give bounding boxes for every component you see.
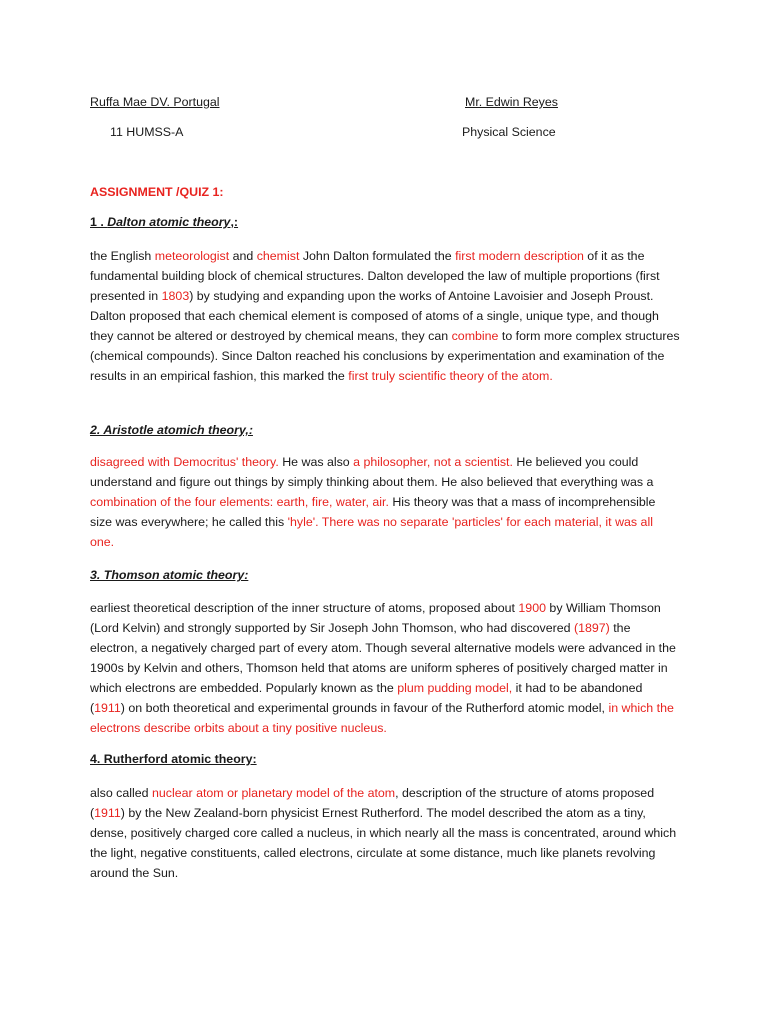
- body-text: by William Thomson (Lord Kelvin) and strongly supported by Sir Joseph John Thomson, who had discovered: [90, 601, 661, 635]
- highlighted-text: in which the electrons describe orbits about a tiny positive nucleus.: [90, 701, 674, 735]
- highlighted-text: disagreed with Democritus' theory.: [90, 455, 279, 469]
- highlighted-text: combination of the four elements: earth, fire, water, air.: [90, 495, 389, 509]
- section-3-heading: 3. Thomson atomic theory:: [90, 568, 249, 582]
- student-name: Ruffa Mae DV. Portugal: [90, 95, 220, 109]
- section-1-heading-prefix: 1 .: [90, 215, 108, 229]
- section-2-body: [90, 452, 680, 552]
- highlighted-text: plum pudding model,: [397, 681, 513, 695]
- highlighted-text: 1900: [518, 601, 546, 615]
- section-1-body: [90, 246, 680, 386]
- body-text: the English: [90, 249, 155, 263]
- highlighted-text: a philosopher, not a scientist.: [353, 455, 513, 469]
- body-text: the electron, a negatively charged part of every atom. Though several alternative models were advanced in the 1900s by Kelvin and others, Thomson held that atoms are uniform spheres of positively charged matter in which electrons are embedded. Popularly known as the: [90, 621, 676, 695]
- highlighted-text: 1803: [161, 289, 190, 303]
- assignment-title: ASSIGNMENT /QUIZ 1:: [90, 185, 224, 199]
- body-text: , description of the structure of atoms proposed (: [90, 786, 655, 820]
- body-text: ) by the New Zealand-born physicist Ernest Rutherford. The model described the atom as a tiny, dense, positively charged core called a nucleus, in which nearly all the mass is concentrated, around which the light, negative constituents, called electrons, circulate at some distance, much like planets revolving around the Sun.: [90, 806, 677, 880]
- section-1-heading-main: Dalton atomic theory: [107, 215, 231, 229]
- subject-name: Physical Science: [462, 125, 556, 139]
- highlighted-text: chemist: [256, 249, 300, 263]
- body-text: He believed you could understand and figure out things by simply thinking about them. He also believed that everything was a: [90, 455, 654, 489]
- highlighted-text: first modern description: [455, 249, 584, 263]
- body-text: ) on both theoretical and experimental grounds in favour of the Rutherford atomic model,: [120, 701, 609, 715]
- highlighted-text: combine: [451, 329, 499, 343]
- body-text: and: [229, 249, 257, 263]
- highlighted-text: 'hyle'. There was no separate 'particles' for each material, it was all one.: [90, 515, 653, 549]
- section-1-heading-suffix: ,:: [230, 215, 239, 229]
- highlighted-text: (1897): [573, 621, 610, 635]
- body-text: ) by studying and expanding upon the works of Antoine Lavoisier and Joseph Proust. Dalton proposed that each chemical element is composed of atoms of a single, unique type, and though they cannot be altered or destroyed by chemical means, they can: [90, 289, 659, 343]
- section-1-heading: [90, 215, 238, 229]
- highlighted-text: first truly scientific theory of the atom.: [348, 369, 553, 383]
- section-4-heading: 4. Rutherford atomic theory:: [90, 752, 257, 766]
- highlighted-text: nuclear atom or planetary model of the atom: [152, 786, 396, 800]
- body-text: it had to be abandoned (: [90, 681, 643, 715]
- student-section: 11 HUMSS-A: [110, 125, 184, 139]
- section-2-heading: 2. Aristotle atomich theory,:: [90, 423, 253, 437]
- body-text: His theory was that a mass of incomprehensible size was everywhere; he called this: [90, 495, 656, 529]
- body-text: of it as the fundamental building block of chemical structures. Dalton developed the law of multiple proportions (first presented in: [90, 249, 660, 303]
- highlighted-text: 1911: [94, 701, 121, 715]
- body-text: earliest theoretical description of the inner structure of atoms, proposed about: [90, 601, 519, 615]
- body-text: John Dalton formulated the: [299, 249, 456, 263]
- body-text: to form more complex structures (chemical compounds). Since Dalton reached his conclusions by experimentation and examination of the results in an empirical fashion, this marked the: [90, 329, 680, 383]
- body-text: also called: [90, 786, 152, 800]
- section-3-body: [90, 598, 680, 738]
- section-4-body: [90, 783, 680, 883]
- body-text: He was also: [278, 455, 354, 469]
- highlighted-text: meteorologist: [154, 249, 230, 263]
- highlighted-text: 1911: [94, 806, 121, 820]
- teacher-name: Mr. Edwin Reyes: [465, 95, 558, 109]
